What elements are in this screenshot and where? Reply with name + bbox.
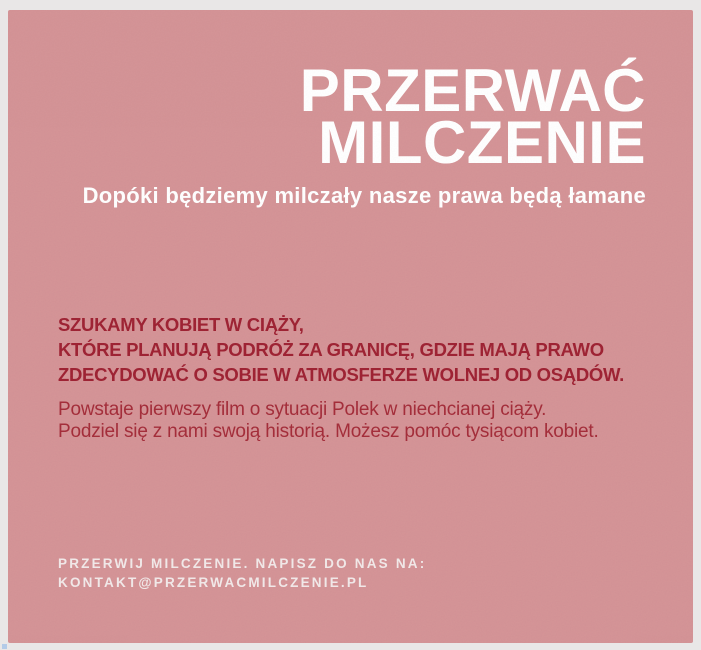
poster <box>8 10 693 643</box>
film-description-line-2: Podziel się z nami swoją historią. Możesz pomóc tysiącom kobiet. <box>58 420 599 442</box>
poster-tagline: Dopóki będziemy milczały nasze prawa będą łamane <box>82 183 646 208</box>
footer-cta: PRZERWIJ MILCZENIE. NAPISZ DO NAS NA: <box>58 556 427 571</box>
film-description-line-1: Powstaje pierwszy film o sytuacji Polek w niechcianej ciąży. <box>58 399 547 420</box>
resize-handle[interactable] <box>2 644 7 649</box>
footer-email: KONTAKT@PRZERWACMILCZENIE.PL <box>58 575 369 590</box>
poster-title <box>83 57 646 176</box>
title-line-2: MILCZENIE <box>318 109 646 176</box>
film-description-text <box>58 399 599 442</box>
casting-call-line-2: KTÓRE PLANUJĄ PODRÓŻ ZA GRANICĘ, GDZIE MAJĄ PRAWO <box>58 339 604 360</box>
casting-call-line-3: ZDECYDOWAĆ O SOBIE W ATMOSFERZE WOLNEJ OD OSĄDÓW. <box>58 364 625 385</box>
casting-call-line-1: SZUKAMY KOBIET W CIĄŻY, <box>58 314 304 335</box>
title-line-1: PRZERWAĆ <box>299 57 646 124</box>
casting-call-text <box>58 312 624 387</box>
poster-footer <box>58 554 426 592</box>
poster-hero <box>82 57 646 209</box>
